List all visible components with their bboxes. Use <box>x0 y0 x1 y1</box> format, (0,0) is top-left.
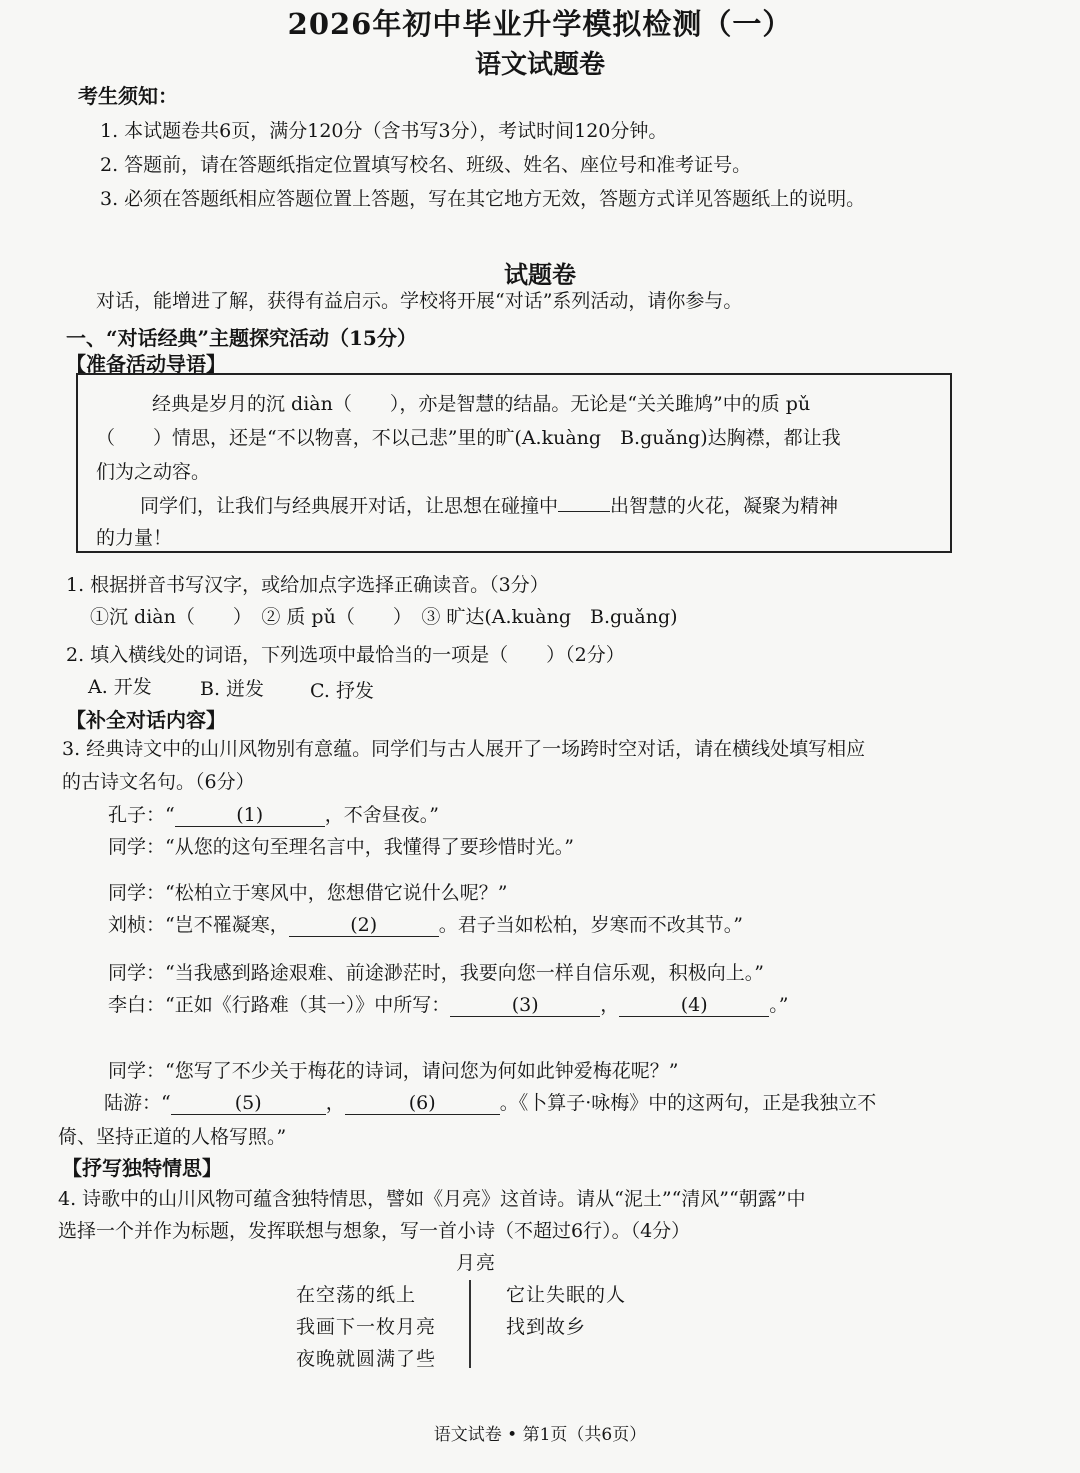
q3-student-3: 同学：“当我感到路途艰难、前途渺茫时，我要向您一样自信乐观，积极向上。” <box>108 962 764 984</box>
poem-title: 月亮 <box>456 1252 497 1274</box>
part1-title: 一、“对话经典”主题探究活动（15分） <box>66 326 417 350</box>
q3-student-4: 同学：“您写了不少关于梅花的诗词，请问您为何如此钟爱梅花呢？” <box>108 1060 679 1082</box>
q4-stem-2: 选择一个并作为标题，发挥联想与想象，写一首小诗（不超过6行）。（4分） <box>58 1220 691 1242</box>
q2-option-c: C. 抒发 <box>310 680 374 702</box>
box-line-1: 经典是岁月的沉 diàn（ ），亦是智慧的结晶。无论是“关关雎鸠”中的质 pǔ <box>152 393 811 415</box>
box-line-3: 们为之动容。 <box>96 461 211 483</box>
poem-left-line-3: 夜晚就圆满了些 <box>296 1348 437 1370</box>
confucius-tail: ，不舍昼夜。” <box>324 804 439 826</box>
page-footer: 语文试卷 • 第1页（共6页） <box>433 1425 647 1445</box>
liuzhen-tail: 。君子当如松柏，岁寒而不改其节。” <box>438 914 743 936</box>
dialog-label: 【补全对话内容】 <box>66 708 226 732</box>
q3-liuzhen-line <box>108 910 743 937</box>
blank-4: (4) <box>619 994 769 1017</box>
q2-stem: 2. 填入横线处的词语，下列选项中最恰当的一项是（ ）（2分） <box>66 644 625 666</box>
q3-confucius-line <box>108 800 439 827</box>
q1-stem: 1. 根据拼音书写汉字，或给加点字选择正确读音。（3分） <box>66 574 549 596</box>
blank-2: (2) <box>289 914 439 937</box>
q3-student-1: 同学：“从您的这句至理名言中，我懂得了要珍惜时光。” <box>108 836 574 858</box>
q3-luyou-line: 陆游：“ (5) ， (6) 。《卜算子·咏梅》中的这两句，正是我独立不 <box>104 1092 877 1114</box>
fill-blank-spark <box>558 511 610 512</box>
libai-lead: 李白：“正如《行路难（其一）》中所写： <box>108 994 451 1016</box>
poem-right-line-1: 它让失眠的人 <box>506 1284 627 1306</box>
poem-right-line-2: 找到故乡 <box>506 1316 587 1338</box>
blank-6: (6) <box>345 1092 500 1115</box>
notice-item-3: 3. 必须在答题纸相应答题位置上答题，写在其它地方无效，答题方式详见答题纸上的说明。 <box>100 188 866 210</box>
blank-5: (5) <box>171 1092 326 1115</box>
q2-option-a: A. 开发 <box>88 676 152 698</box>
intro-box <box>76 373 952 553</box>
poem-left-line-1: 在空荡的纸上 <box>296 1284 417 1306</box>
box-line-4 <box>140 491 838 518</box>
exam-subtitle: 语文试题卷 <box>474 50 605 80</box>
notice-heading: 考生须知： <box>78 84 178 108</box>
section-heading: 试题卷 <box>504 260 576 289</box>
q2-option-b: B. 迸发 <box>200 678 265 700</box>
express-label: 【抒写独特情思】 <box>62 1156 222 1180</box>
q3-stem-1: 3. 经典诗文中的山川风物别有意蕴。同学们与古人展开了一场跨时空对话，请在横线处填写相应 <box>62 738 866 760</box>
notice-item-2: 2. 答题前，请在答题纸指定位置填写校名、班级、姓名、座位号和准考证号。 <box>100 154 752 176</box>
poem-left-line-2: 我画下一枚月亮 <box>296 1316 437 1338</box>
liuzhen-lead: 刘桢：“岂不罹凝寒， <box>108 914 289 936</box>
blank-1: (1) <box>175 804 325 827</box>
box-line-5: 的力量！ <box>96 527 173 549</box>
notice-item-1: 1. 本试题卷共6页，满分120分（含书写3分），考试时间120分钟。 <box>100 120 668 142</box>
q3-libai-line: 李白：“正如《行路难（其一）》中所写： (3) ， (4) 。” <box>108 994 789 1016</box>
q3-student-2: 同学：“松柏立于寒风中，您想借它说什么呢？” <box>108 882 508 904</box>
poem-divider <box>469 1280 471 1368</box>
box-line-4b: 出智慧的火花，凝聚为精神 <box>610 495 839 517</box>
confucius-lead: 孔子：“ <box>108 804 175 826</box>
q4-stem-1: 4. 诗歌中的山川风物可蕴含独特情思，譬如《月亮》这首诗。请从“泥土”“清风”“朝露”中 <box>58 1188 806 1210</box>
q3-stem-2: 的古诗文名句。（6分） <box>62 771 255 793</box>
prep-label: 【准备活动导语】 <box>66 352 226 376</box>
q1-options: ①沉 diàn（ ） ② 质 pǔ（ ） ③ 旷达(A.kuàng B.guǎng) <box>90 606 678 628</box>
section-intro: 对话，能增进了解，获得有益启示。学校将开展“对话”系列活动，请你参与。 <box>96 290 743 312</box>
luyou-tail: 。《卜算子·咏梅》中的这两句，正是我独立不 <box>499 1092 877 1114</box>
blank-3: (3) <box>450 994 600 1017</box>
q3-luyou-cont: 倚、坚持正道的人格写照。” <box>58 1126 287 1148</box>
luyou-lead: 陆游：“ <box>104 1092 171 1114</box>
box-line-4a: 同学们，让我们与经典展开对话，让思想在碰撞中 <box>140 495 559 517</box>
box-line-2: （ ）情思，还是“不以物喜，不以己悲”里的旷(A.kuàng B.guǎng)达胸襟，都让我 <box>96 427 841 449</box>
exam-title: 2026年初中毕业升学模拟检测（一） <box>287 7 793 41</box>
